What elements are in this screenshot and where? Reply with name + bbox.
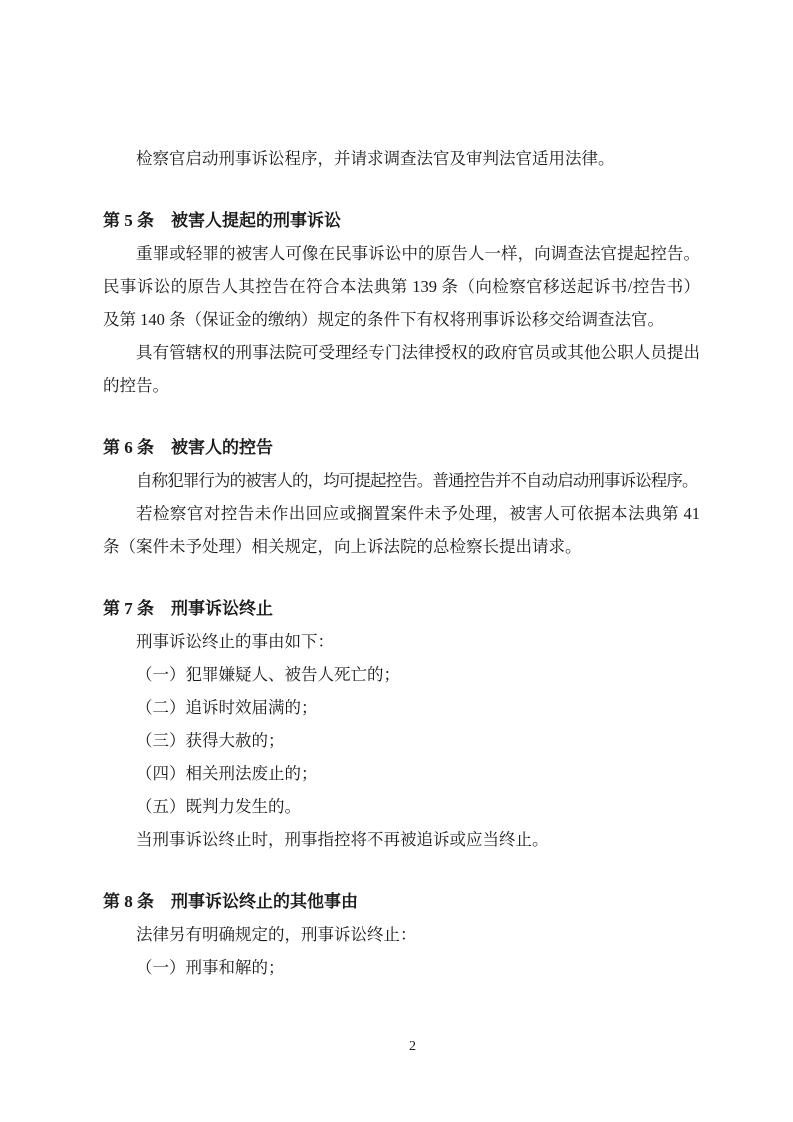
article8-intro: 法律另有明确规定的，刑事诉讼终止： [136,925,417,944]
article5-heading: 第 5 条 被害人提起的刑事诉讼 [103,211,341,230]
page-number: 2 [409,1039,416,1054]
list-item: （五）既判力发生的。 [136,797,301,816]
article6-paragraph-1: 自称犯罪行为的被害人的，均可提起控告。普通控告并不自动启动刑事诉讼程序。 [136,471,698,490]
article5-paragraph-1: 重罪或轻罪的被害人可像在民事诉讼中的原告人一样，向调查法官提起控告。民事诉讼的原告人其控告在符合本法典第 139 条（向检察官移送起诉书/控告书）及第 140 条（保证金的缴纳）规定的条件下有权将刑事诉讼移交给调查法官。 [103,244,700,329]
paragraph-intro: 检察官启动刑事诉讼程序，并请求调查法官及审判法官适用法律。 [136,149,615,168]
list-item: （三）获得大赦的； [136,731,285,750]
list-item: （一）刑事和解的； [136,958,285,977]
article8-heading: 第 8 条 刑事诉讼终止的其他事由 [103,892,358,911]
article6-heading: 第 6 条 被害人的控告 [103,438,273,457]
article7-intro: 刑事诉讼终止的事由如下： [136,632,334,651]
article5-paragraph-2: 具有管辖权的刑事法院可受理经专门法律授权的政府官员或其他公职人员提出的控告。 [103,343,700,395]
list-item: （二）追诉时效届满的； [136,698,318,717]
document-content [103,142,700,984]
list-item: （一）犯罪嫌疑人、被告人死亡的； [136,665,400,684]
article7-closing: 当刑事诉讼终止时，刑事指控将不再被追诉或应当终止。 [136,830,549,849]
article6-paragraph-2: 若检察官对控告未作出回应或搁置案件未予处理，被害人可依据本法典第 41 条（案件未予处理）相关规定，向上诉法院的总检察长提出请求。 [103,504,700,556]
list-item: （四）相关刑法废止的； [136,764,318,783]
article7-heading: 第 7 条 刑事诉讼终止 [103,599,273,618]
